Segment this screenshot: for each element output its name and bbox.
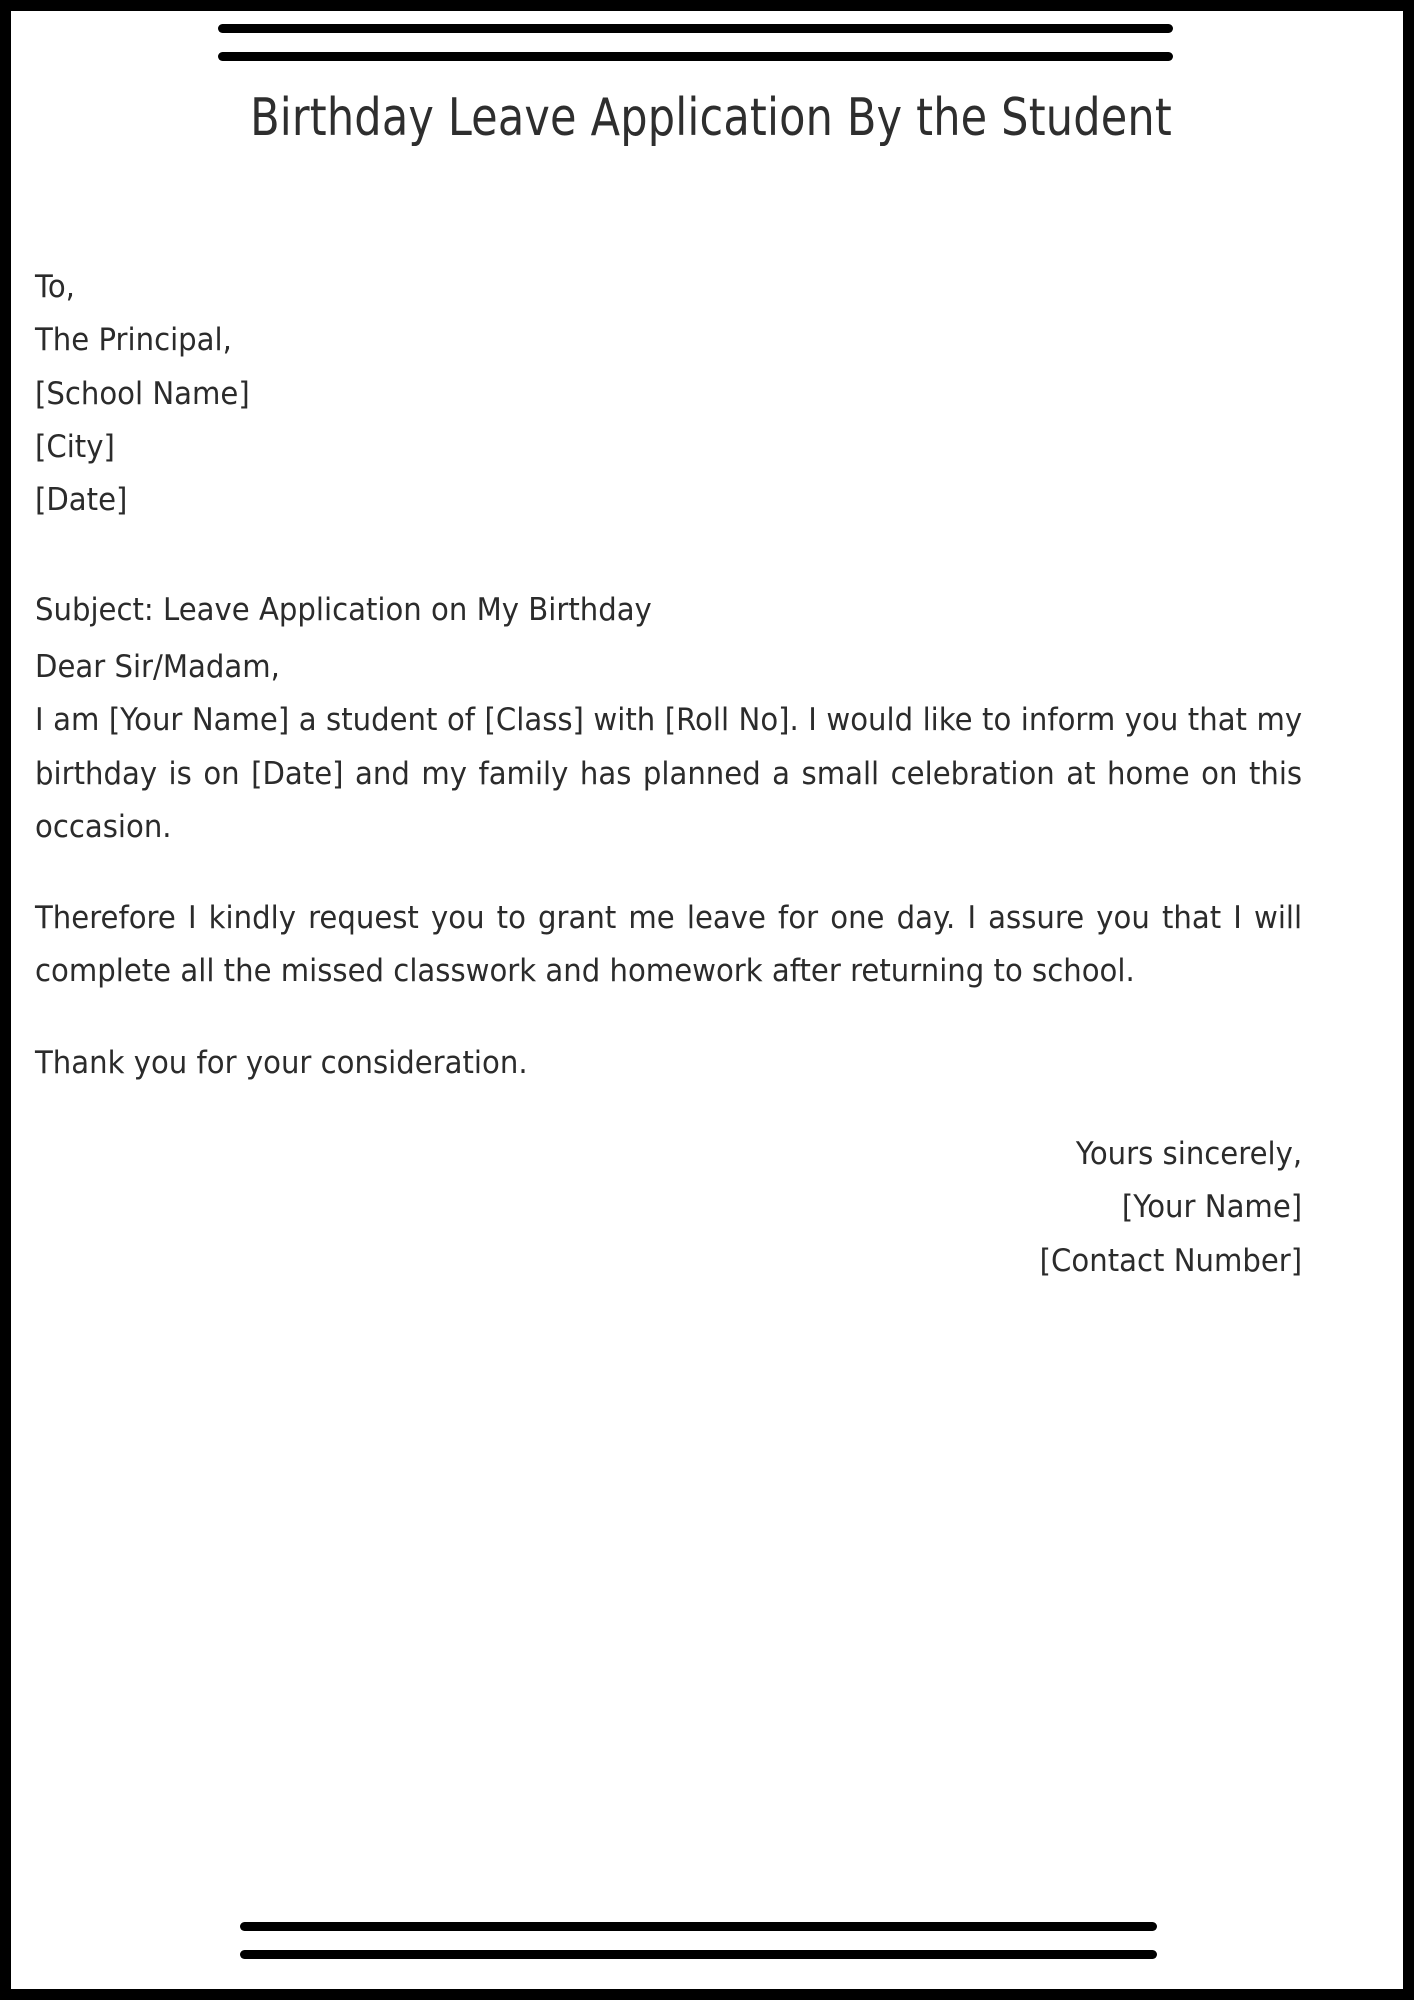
closing-contact: [Contact Number] bbox=[1039, 1242, 1303, 1279]
address-line-date: [Date] bbox=[35, 482, 128, 519]
spacer-after-address bbox=[35, 528, 1302, 584]
address-line-to: To, bbox=[35, 269, 75, 305]
body-paragraph-3: Thank you for your consideration. bbox=[35, 1044, 528, 1081]
letter-body bbox=[35, 261, 1302, 1288]
spacer-between-paragraphs-2 bbox=[35, 999, 1302, 1037]
bottom-decorative-rules bbox=[240, 1922, 1157, 1959]
bottom-rule-line-1 bbox=[240, 1922, 1157, 1931]
top-decorative-rules bbox=[218, 24, 1173, 61]
address-line-city: [City] bbox=[35, 428, 115, 465]
top-rule-line-1 bbox=[218, 24, 1173, 33]
spacer-before-closing bbox=[35, 1090, 1302, 1128]
closing-salutation: Yours sincerely, bbox=[1075, 1136, 1303, 1173]
top-rule-line-2 bbox=[218, 52, 1173, 61]
salutation-line: Dear Sir/Madam, bbox=[35, 648, 280, 685]
closing-name: [Your Name] bbox=[1121, 1189, 1303, 1226]
bottom-rule-line-2 bbox=[240, 1950, 1157, 1959]
page-title: Birthday Leave Application By the Student bbox=[250, 88, 1172, 148]
body-paragraph-2: Therefore I kindly request you to grant me leave for one day. I assure you that I will complete all the missed classwork and homework after returning to school. bbox=[35, 900, 1303, 990]
body-paragraph-1: I am [Your Name] a student of [Class] with [Roll No]. I would like to inform you that my birthday is on [Date] and my family has planned a small celebration at home on this occasion. bbox=[35, 702, 1303, 845]
spacer-between-paragraphs-1 bbox=[35, 854, 1302, 892]
address-line-school: [School Name] bbox=[35, 375, 250, 412]
subject-line: Subject: Leave Application on My Birthday bbox=[35, 591, 652, 628]
page-inner bbox=[11, 11, 1403, 1989]
address-line-recipient: The Principal, bbox=[35, 322, 232, 359]
